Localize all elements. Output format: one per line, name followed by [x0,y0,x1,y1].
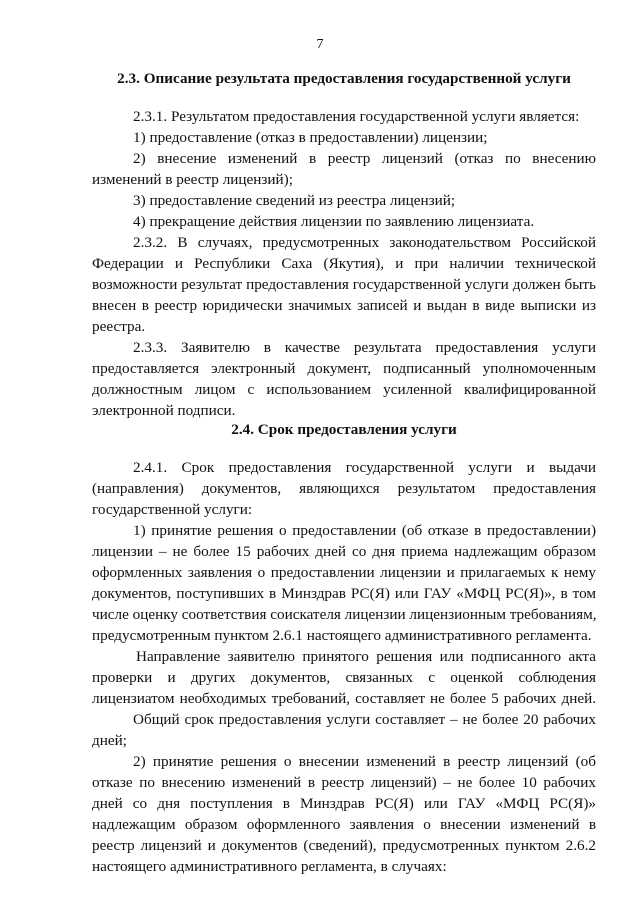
text-line: 4) прекращение действия лицензии по заявлению лицензиата. [133,213,535,230]
text-line: 3) предоставление сведений из реестра лицензий; [133,192,456,209]
text-line: дней со дня поступления в Минздрав РС(Я) или ГАУ «МФЦ РС(Я)» [92,795,596,812]
text-line: 2.4.1. Срок предоставления государственной услуги и выдачи [133,459,596,476]
text-line: изменений в реестр лицензий); [92,171,293,188]
text-line: надлежащим образом оформленного заявления о внесении изменений в [92,816,596,833]
text-line: 1) предоставление (отказ в предоставлении) лицензии; [133,129,488,146]
text-line: дней; [92,732,127,749]
text-line: проверки и других документов, связанных с оценкой соблюдения [92,669,596,686]
text-line: предоставляется электронный документ, подписанный уполномоченным [92,360,596,377]
text-line: числе оценку соответствия соискателя лицензии лицензионным требованиям, [92,606,597,623]
text-line: 2) внесение изменений в реестр лицензий (отказ по внесению [133,150,596,167]
text-line: Федерации и Республики Саха (Якутия), и при наличии технической [92,255,596,272]
text-line: (направления) документов, являющихся результатом предоставления [92,480,596,497]
section-heading-2-3: 2.3. Описание результата предоставления государственной услуги [117,70,571,87]
text-line: 1) принятие решения о предоставлении (об отказе в предоставлении) [133,522,596,539]
text-line: 2.3.2. В случаях, предусмотренных законодательством Российской [133,234,596,251]
text-line: предусмотренным пунктом 2.6.1 настоящего административного регламента. [92,627,592,644]
text-line: внесен в реестр юридически значимых записей и выдан в виде выписки из [92,297,596,314]
text-line: 2.3.3. Заявителю в качестве результата предоставления услуги [133,339,596,356]
text-line: лицензиатом необходимых требований, составляет не более 5 рабочих дней. [92,690,596,707]
text-line: государственной услуги: [92,501,253,518]
text-line: оформленных заявления о предоставлении лицензии и прилагаемых к нему [92,564,596,581]
text-line: электронной подписи. [92,402,236,419]
text-line: отказе по внесению изменений в реестр лицензий) – не более 10 рабочих [92,774,596,791]
text-line: Направление заявителю принятого решения или подписанного акта [136,648,596,665]
text-line: реестра. [92,318,146,335]
text-line: настоящего административного регламента, в случаях: [92,858,447,875]
text-line: Общий срок предоставления услуги составляет – не более 20 рабочих [133,711,596,728]
text-line: лицензии – не более 15 рабочих дней со дня приема надлежащим образом [92,543,596,560]
section-heading-2-4: 2.4. Срок предоставления услуги [231,421,457,438]
text-line: документов, поступивших в Минздрав РС(Я) или ГАУ «МФЦ РС(Я)», в том [92,585,596,602]
text-line: реестр лицензий и документов (сведений), предусмотренных пунктом 2.6.2 [92,837,596,854]
page-number: 7 [316,37,324,52]
text-line: должностным лицом с использованием усиленной квалифицированной [92,381,596,398]
text-line: 2) принятие решения о внесении изменений в реестр лицензий (об [133,753,596,770]
text-line: 2.3.1. Результатом предоставления государственной услуги является: [133,108,580,125]
text-line: возможности результат предоставления государственной услуги должен быть [92,276,596,293]
